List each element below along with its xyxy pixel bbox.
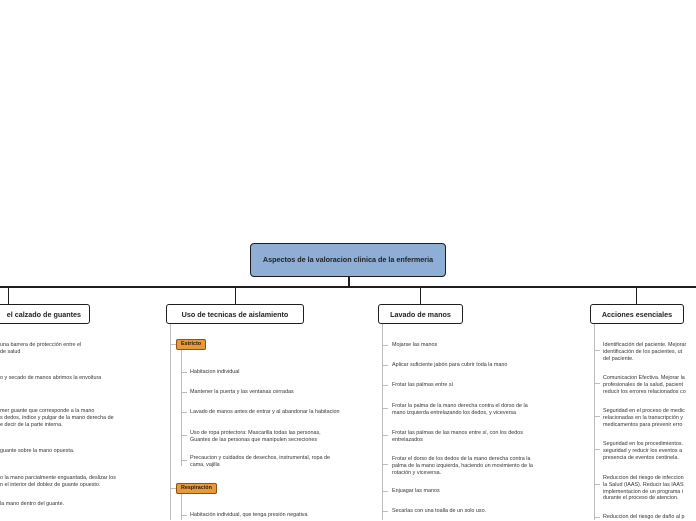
leaf-respiracion-1: Habitación individual, que tenga presión negativa bbox=[190, 512, 308, 518]
root-topic[interactable] bbox=[250, 243, 446, 277]
aislamiento-spine bbox=[170, 324, 171, 520]
leaf-acciones-1: Identificación del paciente. Mejorar identificación de los pacientes, ut del paciente. bbox=[603, 342, 687, 362]
tick bbox=[382, 385, 388, 386]
tick bbox=[181, 460, 187, 461]
branch-aislamiento[interactable] bbox=[166, 304, 304, 324]
leaf-estricto-1: Habitacion individual bbox=[190, 369, 240, 375]
leaf-lavado-2: Aplicar suficiente jabón para cubrir toda la mano bbox=[392, 362, 508, 368]
leaf-guantes-1: una barrera de protección entre el de salud bbox=[0, 342, 82, 355]
acciones-spine bbox=[594, 324, 595, 520]
leaf-estricto-4: Uso de ropa protectora: Mascarilla todas las personas, Guantes de las personas que manipulen secreciones bbox=[190, 430, 321, 443]
leaf-acciones-3: Seguridad en el proceso de medic relacionadas en la transcripción y medicamentos para prevenir erro bbox=[603, 408, 685, 428]
leaf-acciones-2: Comunicacion Efectiva. Mejorar la profesionales de la salud, pacient reducir los errores relacionados co bbox=[603, 375, 686, 395]
tick bbox=[594, 517, 600, 518]
stem-guantes bbox=[8, 286, 9, 304]
tick bbox=[382, 491, 388, 492]
tick bbox=[181, 412, 187, 413]
leaf-guantes-2: o y secado de manos abrimos la envoltura bbox=[0, 375, 102, 381]
leaf-lavado-7: Enjuagar las manos bbox=[392, 488, 440, 494]
tick bbox=[382, 464, 388, 465]
leaf-lavado-5: Frotar las palmas de las manos entre sí, con los dedos entrelazados bbox=[392, 430, 523, 443]
leaf-guantes-6: la mano dentro del guante. bbox=[0, 501, 65, 507]
tag-estricto[interactable]: Estricto bbox=[176, 339, 206, 350]
tick bbox=[594, 350, 600, 351]
tick bbox=[594, 449, 600, 450]
branch-acciones[interactable] bbox=[590, 304, 684, 324]
branch-guantes-label: el calzado de guantes bbox=[6, 309, 81, 319]
branch-acciones-label: Acciones esenciales bbox=[601, 309, 673, 319]
tick bbox=[181, 515, 187, 516]
tick bbox=[594, 484, 600, 485]
stem-acciones bbox=[636, 286, 637, 304]
tick bbox=[382, 435, 388, 436]
leaf-acciones-4: Seguridad en los procedimientos. seguridad y reducir los eventos a presencia de eventos centinela. bbox=[603, 441, 684, 461]
tick bbox=[181, 392, 187, 393]
leaf-acciones-5: Reduccion del riesgo de infeccion la Salud (IAAS). Reducir las IAAS implementacion de un programa i durante el proceso de atencion. bbox=[603, 475, 684, 502]
leaf-lavado-3: Frotar las palmas entre sí bbox=[392, 382, 454, 388]
branch-lavado[interactable] bbox=[378, 304, 463, 324]
leaf-guantes-4: guante sobre la mano opuesta. bbox=[0, 448, 75, 454]
tick bbox=[382, 345, 388, 346]
tick bbox=[382, 511, 388, 512]
branch-lavado-label: Lavado de manos bbox=[390, 309, 451, 319]
stem-lavado bbox=[420, 286, 421, 304]
tick bbox=[382, 408, 388, 409]
tag-respiracion[interactable]: Respiración bbox=[176, 483, 217, 494]
root-topic-label: Aspectos de la valoracion clinica de la enfermeria bbox=[262, 255, 434, 265]
stem-aislamiento bbox=[235, 286, 236, 304]
respiracion-spine bbox=[181, 494, 182, 520]
leaf-estricto-3: Lavado de manos antes de entrar y al abandonar la habitacion bbox=[190, 409, 340, 415]
leaf-estricto-5: Precaucion y cuidados de desechos, instrumental, ropa de cama, vajilla bbox=[190, 455, 330, 468]
leaf-lavado-8: Secarlas con una toalla de un solo uso. bbox=[392, 508, 487, 514]
leaf-lavado-6: Frotar el dorso de los dedos de la mano derecha contra la palma de la mano izquierda, haciendo un movimiento de la rotación y viceversa. bbox=[392, 456, 533, 476]
tick bbox=[181, 435, 187, 436]
branch-aislamiento-label: Uso de tecnicas de aislamiento bbox=[181, 309, 289, 319]
leaf-acciones-6: Reduccion del riesgo de daño al p bbox=[603, 514, 685, 520]
leaf-lavado-4: Frotar la palma de la mano derecha contra el dorso de la mano izquierda entrelazando los dedos, y viceversa bbox=[392, 403, 528, 416]
leaf-guantes-3: mer guante que corresponde a la mano s dedos, índice y pulgar de la mano derecha de e decir de la parte interna. bbox=[0, 408, 114, 428]
tick bbox=[181, 372, 187, 373]
leaf-estricto-2: Mantener la puerta y las ventanas cerradas bbox=[190, 389, 294, 395]
tick bbox=[594, 383, 600, 384]
leaf-lavado-1: Mojarse las manos bbox=[392, 342, 438, 348]
leaf-guantes-5: o la mano parcialmente enguantada, deslizar los n el interior del doblez de guante opuesto. bbox=[0, 475, 116, 488]
estricto-spine bbox=[181, 350, 182, 466]
branch-guantes[interactable] bbox=[0, 304, 90, 324]
tick bbox=[594, 416, 600, 417]
branch-bus bbox=[0, 286, 696, 288]
tick bbox=[382, 365, 388, 366]
